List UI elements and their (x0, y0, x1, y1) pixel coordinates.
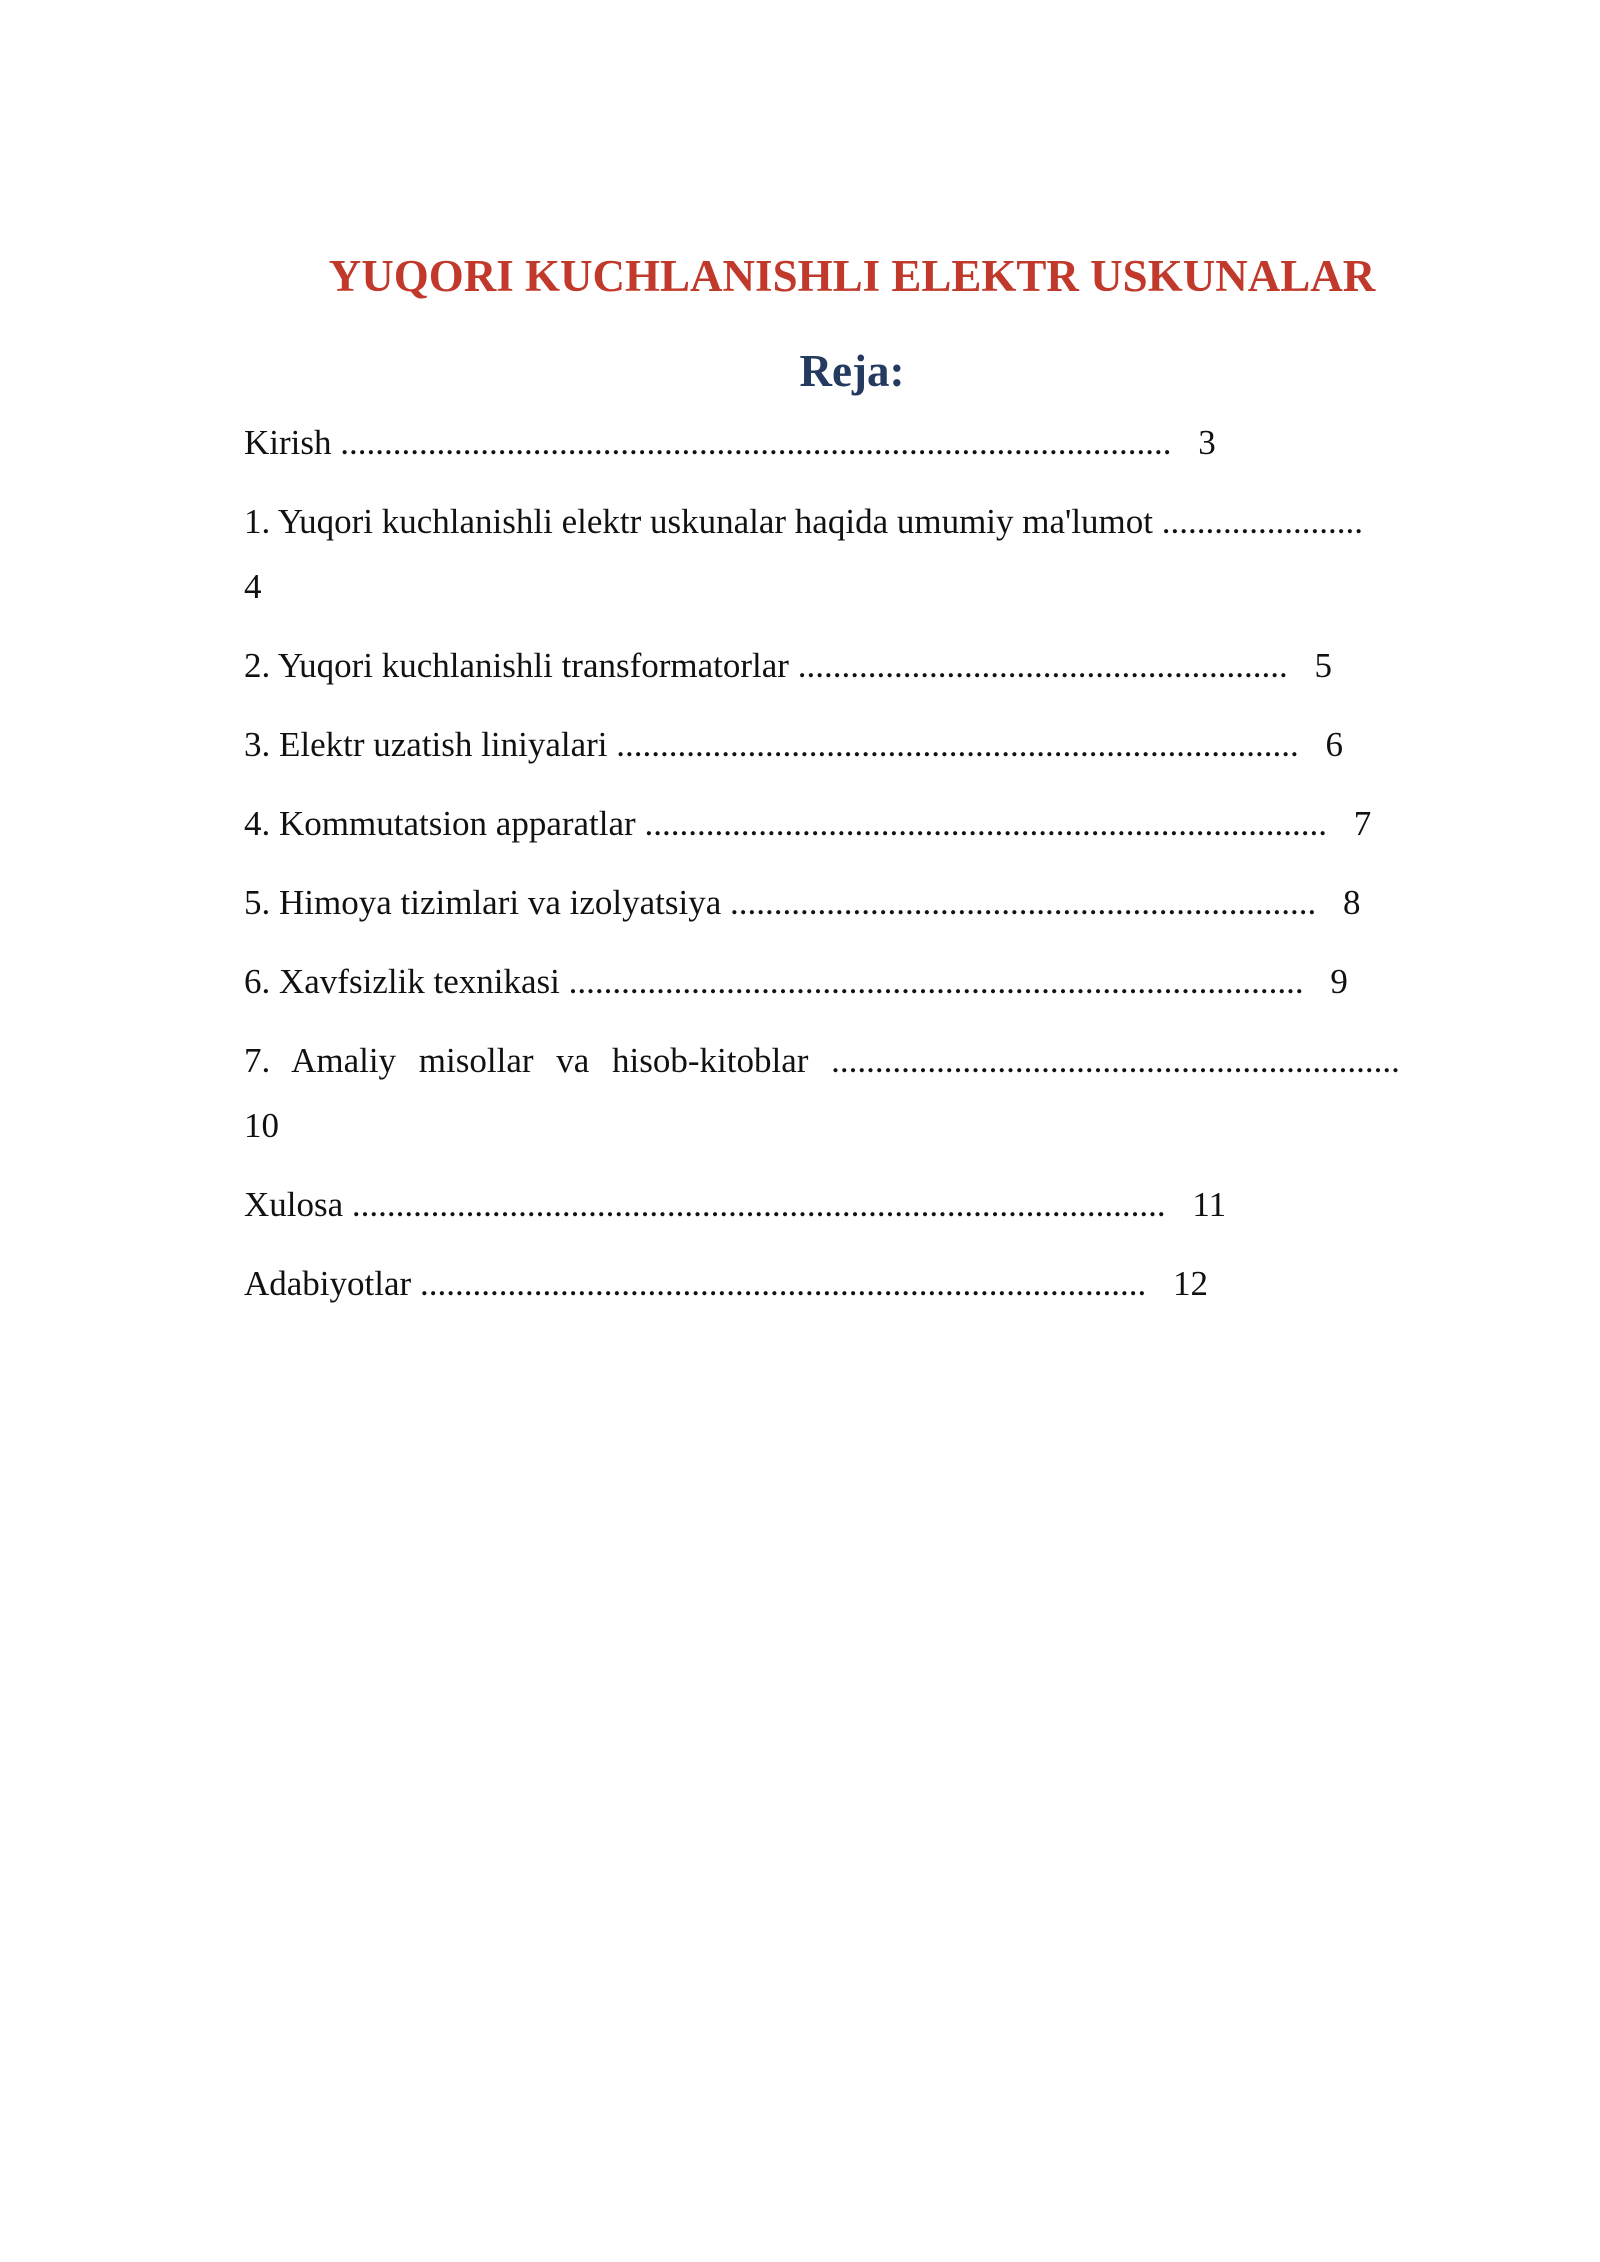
toc-entry-title: 1. Yuqori kuchlanishli elektr uskunalar haqida umumiy ma'lumot (244, 502, 1154, 541)
toc-entry-4 (244, 791, 1460, 856)
toc-leader-dots: .................................................................................... (568, 962, 1304, 1001)
toc-entry-title: 3. Elektr uzatish liniyalari (244, 725, 608, 764)
toc-leader-dots: .............................................................................. (616, 725, 1299, 764)
toc-entry-title: 2. Yuqori kuchlanishli transformatorlar (244, 646, 789, 685)
toc-entry-3 (244, 712, 1460, 777)
toc-page-number: 3 (1198, 423, 1216, 462)
toc-leader-dots: ............................................................................................. (351, 1185, 1166, 1224)
toc-entry-7 (244, 1028, 1460, 1158)
toc-entry-xulosa (244, 1172, 1460, 1237)
toc-entry-title: Xulosa (244, 1185, 344, 1224)
toc-entry-title: Kirish (244, 423, 332, 462)
toc-leader-dots: ................................................................................... (419, 1264, 1147, 1303)
toc-entry-2 (244, 633, 1460, 698)
toc-entry-5 (244, 870, 1460, 935)
toc-entry-title: 4. Kommutatsion apparatlar (244, 804, 636, 843)
toc-entry-6 (244, 949, 1460, 1014)
toc-leader-dots: ............................................................................................... (340, 423, 1172, 462)
toc-leader-dots: .............................................................................. (644, 804, 1327, 843)
toc-page-number: 8 (1342, 883, 1361, 922)
toc-page-number: 10 (244, 1106, 279, 1145)
toc-leader-dots: ....................... (1161, 502, 1364, 541)
toc-entry-title: 7. Amaliy misollar va hisob-kitoblar (244, 1041, 809, 1080)
document-title: YUQORI KUCHLANISHLI ELEKTR USKUNALAR (328, 251, 1376, 301)
toc-page-number: 9 (1330, 962, 1348, 1001)
toc-page-number: 4 (244, 567, 262, 606)
toc-leader-dots: ................................................................. (831, 1041, 1400, 1080)
toc-page-number: 7 (1353, 804, 1372, 843)
table-of-contents (244, 410, 1460, 1316)
toc-entry-1 (244, 489, 1460, 619)
toc-entry-title: 5. Himoya tizimlari va izolyatsiya (244, 883, 722, 922)
toc-entry-title: 6. Xavfsizlik texnikasi (244, 962, 560, 1001)
toc-leader-dots: ................................................................... (729, 883, 1317, 922)
toc-entry-adabiyotlar (244, 1251, 1460, 1316)
toc-page-number: 5 (1314, 646, 1332, 685)
toc-page-number: 6 (1325, 725, 1344, 764)
toc-page-number: 12 (1172, 1264, 1208, 1303)
toc-leader-dots: ........................................................ (797, 646, 1288, 685)
toc-entry-title: Adabiyotlar (244, 1264, 412, 1303)
plan-heading: Reja: (799, 346, 905, 396)
toc-entry-kirish (244, 410, 1460, 475)
toc-page-number: 11 (1192, 1185, 1227, 1224)
